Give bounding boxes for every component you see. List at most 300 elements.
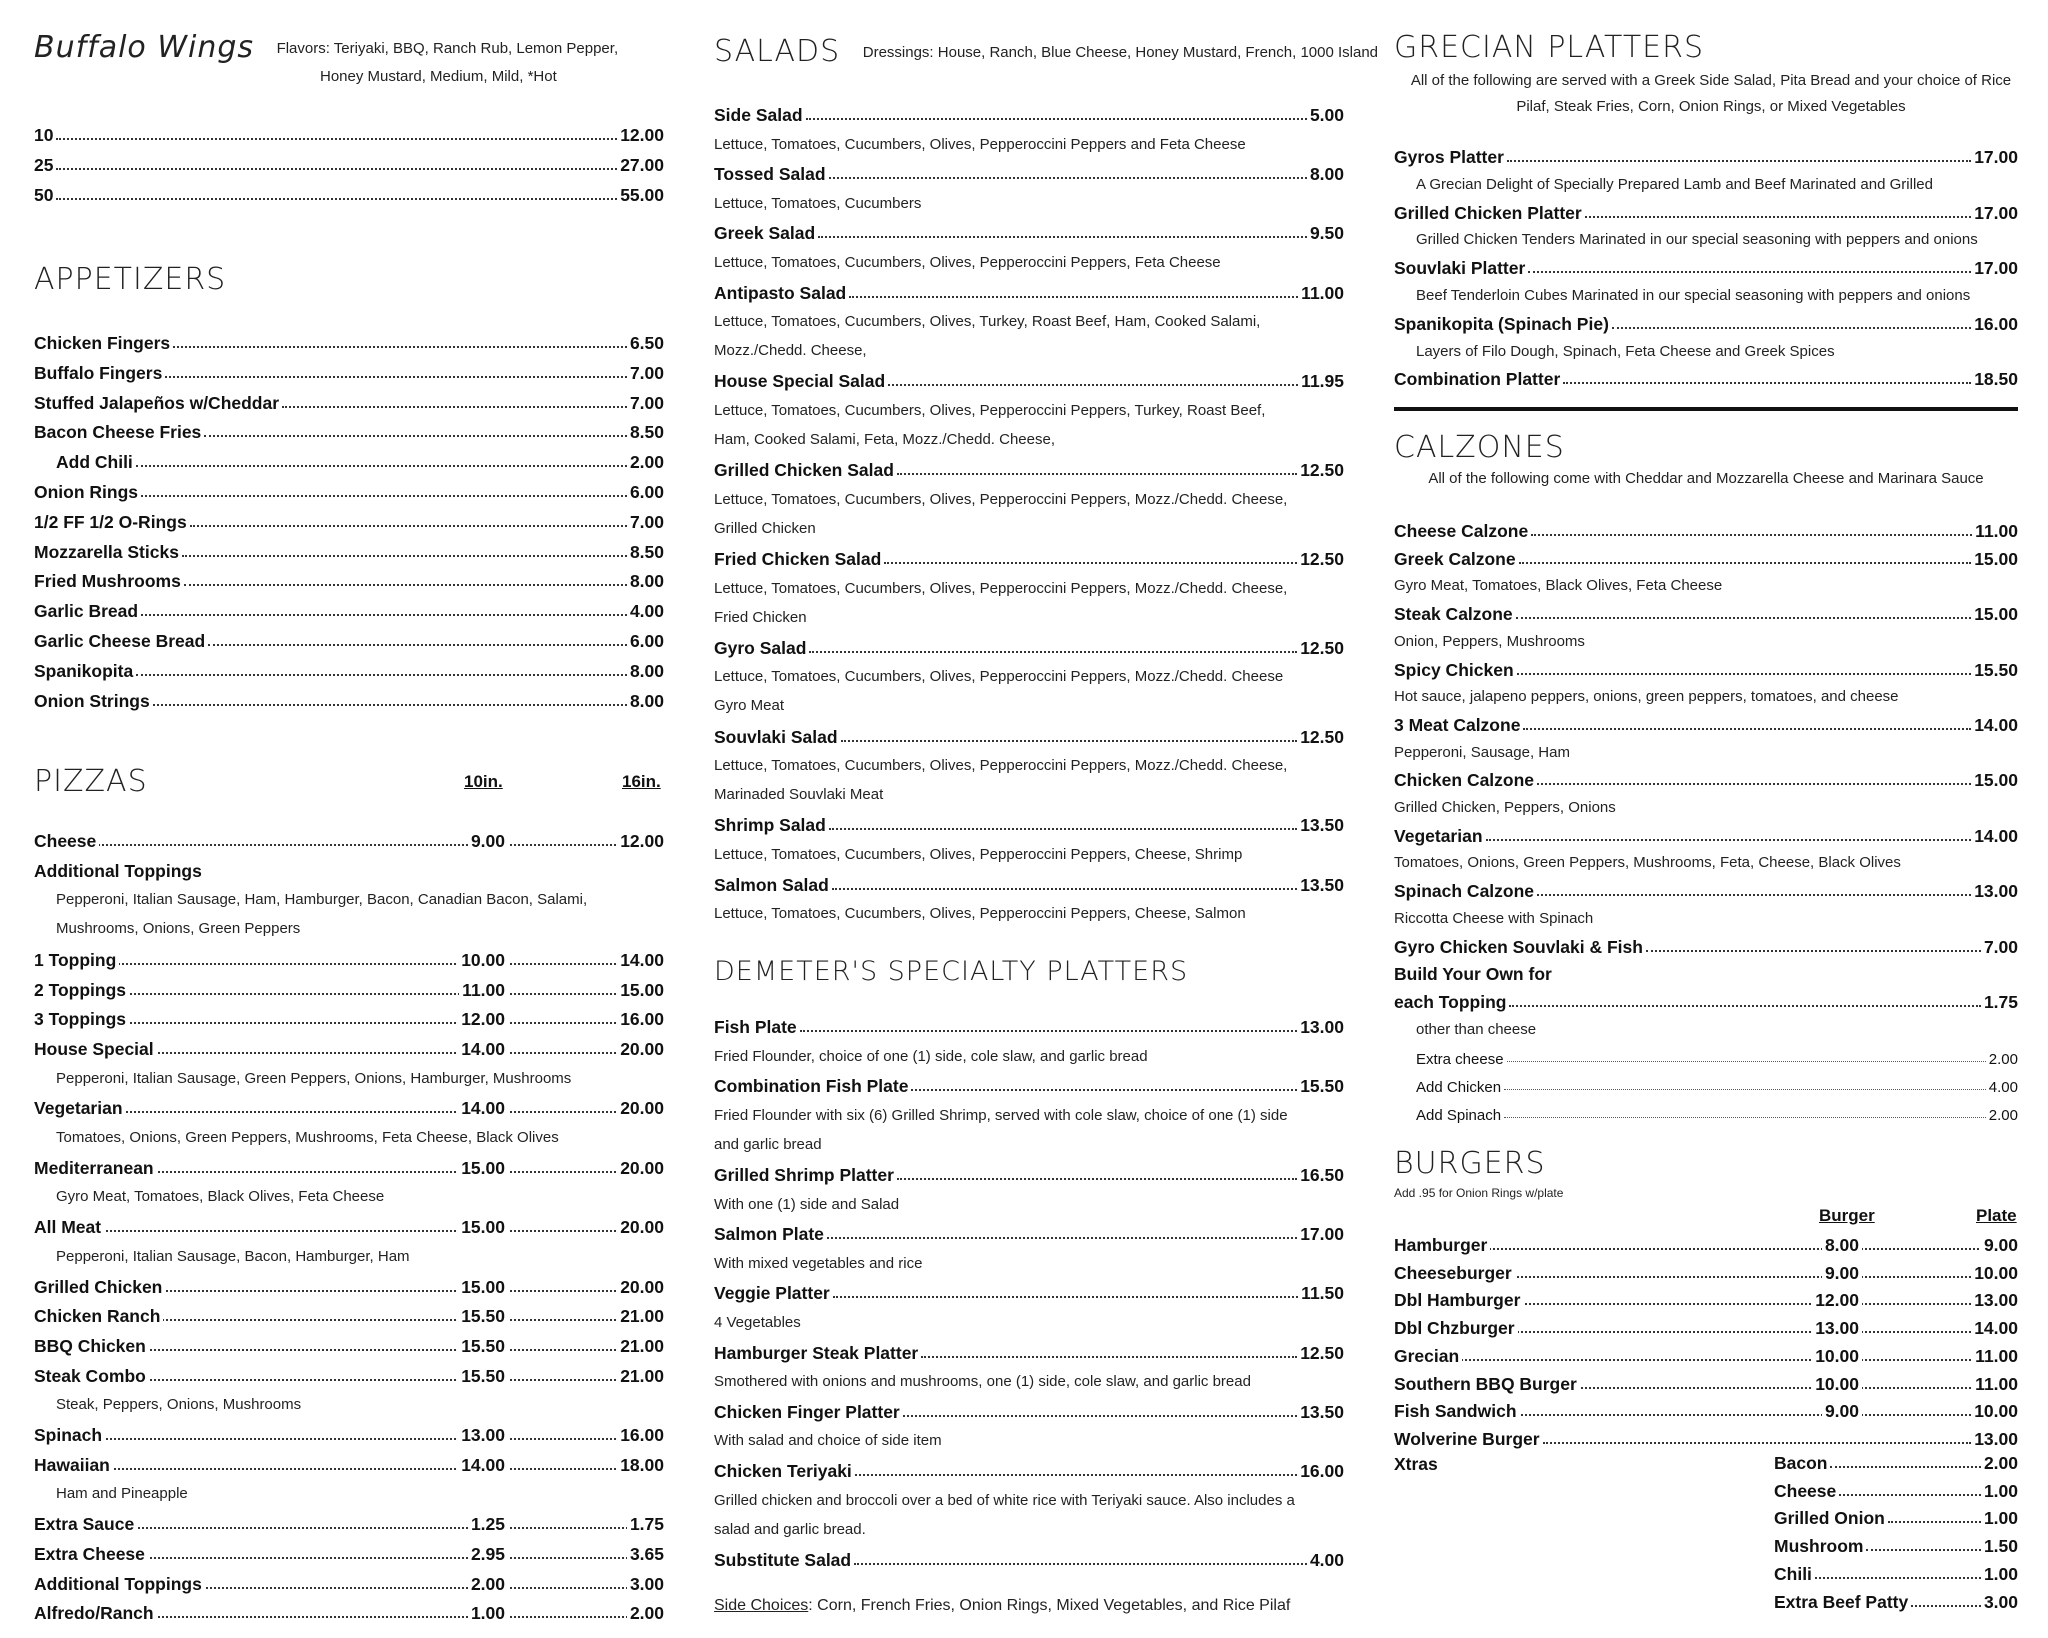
dot-leader bbox=[153, 704, 627, 706]
item-price: 4.00 bbox=[629, 601, 664, 622]
item-price-large: 20.00 bbox=[617, 1158, 664, 1179]
item-price-large: 11.00 bbox=[1972, 1346, 2018, 1367]
item-name: Chili bbox=[1774, 1563, 1812, 1584]
column-right bbox=[1394, 0, 2018, 1638]
item-name: Grilled Shrimp Platter bbox=[714, 1165, 894, 1185]
menu-item-row bbox=[1394, 309, 2018, 335]
item-price-small: 10.00 bbox=[458, 950, 508, 971]
item-description: Steak, Peppers, Onions, Mushrooms bbox=[56, 1396, 302, 1414]
item-name: each Topping bbox=[1394, 991, 1507, 1012]
dot-leader bbox=[809, 651, 1297, 653]
dot-leader bbox=[1888, 1521, 1981, 1523]
dot-leader bbox=[829, 828, 1297, 830]
item-description: Lettuce, Tomatoes, Cucumbers, Olives, Pepperoccini Peppers, Turkey, Roast Beef, Ham, Cooked Salami, Feta, Mozz./Chedd. Cheese, bbox=[714, 402, 1266, 448]
item-name: Cheese bbox=[34, 831, 99, 852]
menu-item-row bbox=[34, 1539, 664, 1565]
item-name: Tossed Salad bbox=[714, 164, 826, 185]
item-price-small: 15.00 bbox=[458, 1277, 508, 1298]
item-price: 17.00 bbox=[1974, 258, 2018, 279]
item-name: 3 Toppings bbox=[34, 1009, 129, 1030]
item-price: 8.00 bbox=[629, 660, 664, 681]
item-price-large: 21.00 bbox=[617, 1336, 664, 1357]
item-price: 15.50 bbox=[1300, 1076, 1344, 1097]
menu-item-row bbox=[1774, 1531, 2018, 1557]
menu-item-row bbox=[1394, 198, 2018, 224]
salad-dressings: Dressings: House, Ranch, Blue Cheese, Honey Mustard, French, 1000 Island bbox=[862, 44, 1379, 61]
menu-item-row bbox=[34, 388, 664, 414]
item-name: Grilled Onion bbox=[1774, 1508, 1885, 1529]
item-name: Steak Combo bbox=[34, 1366, 149, 1387]
item-description: Fried Flounder with six (6) Grilled Shrimp, served with cole slaw, choice of one (1) side and garlic bread bbox=[714, 1106, 1288, 1153]
menu-item-row bbox=[1394, 765, 2018, 791]
item-price: 17.00 bbox=[1974, 147, 2018, 167]
grecian-intro: All of the following are served with a Greek Side Salad, Pita Bread and your choice of Rice Pilaf, Steak Fries, Corn, Onion Rings, or Mixed Vegetables bbox=[1410, 72, 2012, 115]
item-price: 13.00 bbox=[1974, 1428, 2018, 1449]
dot-leader bbox=[1528, 271, 1971, 273]
dot-leader bbox=[173, 346, 627, 348]
item-name: Cheese Calzone bbox=[1394, 521, 1529, 541]
menu-item-row bbox=[714, 870, 1344, 896]
menu-item-row bbox=[34, 826, 664, 852]
item-name: Buffalo Fingers bbox=[34, 362, 163, 383]
item-name: Veggie Platter bbox=[714, 1283, 830, 1304]
dot-leader bbox=[1507, 160, 1971, 162]
menu-item-row bbox=[1394, 1369, 2018, 1395]
item-price: 1.00 bbox=[1983, 1508, 2018, 1529]
item-name: Gyros Platter bbox=[1394, 147, 1504, 167]
menu-item-row bbox=[714, 810, 1344, 836]
dot-leader bbox=[1612, 327, 1971, 329]
item-price: 12.00 bbox=[620, 125, 664, 145]
menu-item-row bbox=[1774, 1476, 2018, 1502]
item-name: Add Chicken bbox=[1416, 1079, 1502, 1096]
menu-item-row bbox=[1394, 142, 2018, 168]
menu-item-row bbox=[1394, 1285, 2018, 1311]
item-name: Combination Fish Plate bbox=[714, 1076, 909, 1097]
menu-item-row bbox=[1394, 710, 2018, 736]
dot-leader bbox=[1543, 1442, 1972, 1444]
item-price: 2.00 bbox=[1983, 1453, 2018, 1473]
item-price: 16.50 bbox=[1300, 1165, 1344, 1185]
item-price: 6.50 bbox=[629, 333, 664, 353]
item-name: Extra Beef Patty bbox=[1774, 1591, 1909, 1612]
item-price-small: 8.00 bbox=[1822, 1235, 1862, 1256]
item-price: 15.00 bbox=[1974, 770, 2018, 791]
dot-leader bbox=[190, 525, 627, 527]
item-description: Lettuce, Tomatoes, Cucumbers bbox=[714, 194, 922, 212]
item-description: 4 Vegetables bbox=[714, 1314, 801, 1331]
xtras-label: Xtras bbox=[1394, 1454, 1438, 1474]
item-description: Lettuce, Tomatoes, Cucumbers, Olives, Pepperoccini Peppers, Cheese, Shrimp bbox=[714, 846, 1243, 863]
menu-item-row bbox=[714, 1219, 1344, 1245]
item-description: Lettuce, Tomatoes, Cucumbers, Olives, Pepperoccini Peppers, Mozz./Chedd. Cheese, Grilled Chicken bbox=[714, 490, 1288, 537]
salads-heading bbox=[714, 34, 1378, 69]
wing-flavors-line1: Flavors: Teriyaki, BBQ, Ranch Rub, Lemon Pepper, bbox=[276, 40, 619, 57]
item-price-large: 16.00 bbox=[617, 1009, 664, 1030]
item-price: 13.50 bbox=[1300, 874, 1344, 895]
item-price: 7.00 bbox=[629, 362, 664, 383]
item-price: 12.50 bbox=[1300, 637, 1344, 658]
item-price: 16.00 bbox=[1300, 1461, 1344, 1481]
dot-leader bbox=[165, 376, 627, 378]
menu-item-row bbox=[1394, 364, 2018, 390]
dot-leader bbox=[921, 1356, 1297, 1358]
menu-item-row bbox=[1394, 655, 2018, 681]
item-description: Smothered with onions and mushrooms, one (1) side, cole slaw, and garlic bread bbox=[714, 1373, 1251, 1391]
item-price: 16.00 bbox=[1974, 313, 2018, 334]
dot-leader bbox=[827, 1237, 1297, 1239]
menu-item-row bbox=[714, 1160, 1344, 1186]
item-price-small: 15.50 bbox=[458, 1366, 508, 1387]
item-price: 7.00 bbox=[629, 511, 664, 532]
dot-leader bbox=[903, 1415, 1297, 1417]
dot-leader bbox=[1517, 673, 1972, 675]
menu-item-row bbox=[1394, 932, 2018, 958]
menu-item-row bbox=[714, 1071, 1344, 1097]
dot-leader bbox=[282, 406, 627, 408]
item-price-small: 13.00 bbox=[458, 1425, 508, 1446]
item-description: Hot sauce, jalapeno peppers, onions, green peppers, tomatoes, and cheese bbox=[1394, 688, 1899, 706]
item-name: Gyro Chicken Souvlaki & Fish bbox=[1394, 936, 1643, 957]
menu-item-row bbox=[714, 1278, 1344, 1304]
item-name: Side Salad bbox=[714, 105, 803, 125]
item-price: 6.00 bbox=[629, 631, 664, 651]
item-price-large: 11.00 bbox=[1972, 1374, 2018, 1395]
item-name: Southern BBQ Burger bbox=[1394, 1374, 1580, 1395]
dot-leader bbox=[841, 740, 1298, 742]
menu-item-row bbox=[714, 1456, 1344, 1482]
dot-leader bbox=[849, 296, 1298, 298]
item-price-large: 15.00 bbox=[617, 980, 664, 1001]
item-description: Grilled Chicken, Peppers, Onions bbox=[1394, 799, 1616, 816]
dot-leader bbox=[1866, 1549, 1980, 1551]
menu-item-row bbox=[1394, 544, 2018, 570]
item-description: Tomatoes, Onions, Green Peppers, Mushrooms, Feta, Cheese, Black Olives bbox=[1394, 854, 1901, 872]
dot-leader bbox=[1830, 1466, 1980, 1468]
item-description: Layers of Filo Dough, Spinach, Feta Cheese and Greek Spices bbox=[1416, 342, 1835, 360]
item-description: Pepperoni, Italian Sausage, Bacon, Hamburger, Ham bbox=[56, 1247, 410, 1265]
menu-item-row bbox=[34, 1569, 664, 1595]
item-name: Spinach bbox=[34, 1425, 105, 1446]
item-name: House Special Salad bbox=[714, 371, 886, 392]
item-price: 11.50 bbox=[1301, 1283, 1344, 1304]
item-name: Greek Calzone bbox=[1394, 548, 1516, 569]
item-name: Hawaiian bbox=[34, 1455, 113, 1476]
item-price-large: 3.00 bbox=[627, 1574, 664, 1595]
item-description: Gyro Meat, Tomatoes, Black Olives, Feta Cheese bbox=[1394, 577, 1723, 595]
item-price: 13.00 bbox=[1300, 1017, 1344, 1037]
item-name: Chicken Calzone bbox=[1394, 770, 1535, 791]
item-name: Spinach Calzone bbox=[1394, 881, 1535, 902]
dot-leader bbox=[1585, 216, 1972, 218]
item-price-large: 12.00 bbox=[617, 831, 664, 852]
item-name: Add Spinach bbox=[1416, 1106, 1502, 1124]
dot-leader bbox=[34, 844, 664, 846]
dot-leader bbox=[1537, 894, 1971, 896]
item-price: 9.50 bbox=[1309, 223, 1344, 244]
item-name: Additional Toppings bbox=[34, 1574, 205, 1595]
item-price-large: 10.00 bbox=[1971, 1401, 2018, 1422]
item-name: BBQ Chicken bbox=[34, 1336, 149, 1357]
item-price: 2.00 bbox=[1988, 1051, 2018, 1069]
menu-item-row bbox=[1394, 599, 2018, 625]
item-name: Vegetarian bbox=[1394, 825, 1483, 846]
dot-leader bbox=[1519, 562, 1972, 564]
column-middle bbox=[714, 0, 1379, 1638]
menu-item-row bbox=[34, 1331, 664, 1357]
menu-item-row bbox=[34, 120, 664, 146]
item-price: 12.50 bbox=[1300, 460, 1344, 481]
item-price: 4.00 bbox=[1309, 1549, 1344, 1570]
menu-item-row bbox=[1394, 1424, 2018, 1450]
menu-item-row bbox=[34, 1509, 664, 1535]
item-name: Greek Salad bbox=[714, 223, 816, 244]
dot-leader bbox=[1815, 1577, 1981, 1579]
dot-leader bbox=[34, 1438, 664, 1440]
item-description: A Grecian Delight of Specially Prepared Lamb and Beef Marinated and Grilled bbox=[1416, 175, 1933, 193]
item-price: 13.50 bbox=[1300, 1401, 1344, 1422]
item-name: Fish Sandwich bbox=[1394, 1401, 1520, 1422]
item-price-small: 1.00 bbox=[468, 1603, 508, 1624]
item-price-small: 1.25 bbox=[468, 1514, 508, 1535]
item-name: Gyro Salad bbox=[714, 637, 807, 658]
dot-leader bbox=[34, 1230, 664, 1232]
plate-col-header: Plate bbox=[1976, 1206, 2017, 1225]
item-price-large: 20.00 bbox=[617, 1217, 664, 1238]
menu-item-row bbox=[34, 975, 664, 1001]
menu-item-row bbox=[34, 626, 664, 652]
item-name: Hamburger bbox=[1394, 1235, 1490, 1256]
menu-item-row bbox=[1394, 1098, 2018, 1124]
dot-leader bbox=[182, 555, 627, 557]
menu-item-row bbox=[34, 477, 664, 503]
item-name: Combination Platter bbox=[1394, 369, 1561, 390]
menu-item-row bbox=[34, 1212, 664, 1238]
menu-item-row bbox=[714, 455, 1344, 481]
dot-leader bbox=[208, 644, 627, 646]
menu-item-row bbox=[34, 180, 664, 206]
item-price: 8.50 bbox=[629, 541, 664, 562]
item-description: Gyro Meat, Tomatoes, Black Olives, Feta Cheese bbox=[56, 1188, 385, 1206]
item-price-small: 12.00 bbox=[458, 1009, 508, 1030]
item-description: With one (1) side and Salad bbox=[714, 1195, 900, 1213]
item-price: 12.50 bbox=[1300, 549, 1344, 569]
dot-leader bbox=[34, 1111, 664, 1113]
item-price: 1.00 bbox=[1983, 1480, 2018, 1501]
dot-leader bbox=[888, 384, 1298, 386]
item-name: 3 Meat Calzone bbox=[1394, 714, 1521, 735]
item-description: Lettuce, Tomatoes, Cucumbers, Olives, Pepperoccini Peppers and Feta Cheese bbox=[714, 135, 1246, 153]
item-name: Add Chili bbox=[56, 452, 133, 473]
item-description: other than cheese bbox=[1416, 1020, 1537, 1038]
item-price: 15.00 bbox=[1974, 548, 2018, 569]
item-name: Garlic Cheese Bread bbox=[34, 631, 206, 651]
menu-item-row bbox=[34, 656, 664, 682]
item-price: 6.00 bbox=[629, 482, 664, 502]
item-name: Chicken Finger Platter bbox=[714, 1401, 900, 1422]
menu-item-row bbox=[34, 1093, 664, 1119]
item-name: Alfredo/Ranch bbox=[34, 1603, 157, 1624]
menu-item-row bbox=[714, 159, 1344, 185]
item-description: With mixed vegetables and rice bbox=[714, 1254, 923, 1272]
grecian-platters-title: GRECIAN PLATTERS bbox=[1394, 30, 1704, 65]
item-price: 4.00 bbox=[1988, 1079, 2018, 1096]
item-description: Pepperoni, Italian Sausage, Green Peppers, Onions, Hamburger, Mushrooms bbox=[56, 1069, 572, 1087]
dot-leader bbox=[1523, 728, 1971, 730]
dot-leader bbox=[911, 1089, 1297, 1091]
item-name: Grecian bbox=[1394, 1346, 1462, 1367]
item-description: Lettuce, Tomatoes, Cucumbers, Olives, Pepperoccini Peppers, Cheese, Salmon bbox=[714, 905, 1246, 923]
item-name: Shrimp Salad bbox=[714, 815, 826, 836]
dot-leader bbox=[56, 138, 617, 140]
item-price-large: 18.00 bbox=[617, 1455, 664, 1476]
item-description: With salad and choice of side item bbox=[714, 1432, 942, 1450]
item-price-small: 14.00 bbox=[458, 1039, 508, 1060]
menu-item-row bbox=[1774, 1448, 2018, 1474]
specialty-platters-title: DEMETER'S SPECIALTY PLATTERS bbox=[714, 956, 1189, 987]
dot-leader bbox=[1504, 1117, 1986, 1118]
item-price-small: 15.00 bbox=[458, 1158, 508, 1179]
dot-leader bbox=[1504, 1089, 1986, 1090]
menu-item-row bbox=[1394, 876, 2018, 902]
menu-item-row bbox=[34, 1361, 664, 1387]
item-name: Chicken Ranch bbox=[34, 1306, 163, 1327]
item-price-small: 15.00 bbox=[458, 1217, 508, 1238]
build-your-own-label: Build Your Own for bbox=[1394, 964, 1552, 985]
item-description: Onion, Peppers, Mushrooms bbox=[1394, 632, 1585, 650]
dot-leader bbox=[833, 1296, 1298, 1298]
item-price-small: 10.00 bbox=[1812, 1346, 1862, 1367]
menu-item-row bbox=[714, 366, 1344, 392]
item-description: Grilled chicken and broccoli over a bed of white rice with Teriyaki sauce. Also includes a salad and garlic bread. bbox=[714, 1491, 1295, 1538]
item-price: 12.50 bbox=[1300, 1342, 1344, 1363]
item-name: Grilled Chicken Salad bbox=[714, 460, 894, 481]
menu-item-row bbox=[1394, 253, 2018, 279]
item-price-small: 15.50 bbox=[458, 1336, 508, 1357]
dot-leader bbox=[832, 888, 1297, 890]
item-name: Fried Mushrooms bbox=[34, 571, 181, 592]
item-price: 1.50 bbox=[1983, 1536, 2018, 1557]
item-price-large: 20.00 bbox=[617, 1098, 664, 1119]
dot-leader bbox=[184, 584, 627, 586]
menu-item-row bbox=[714, 722, 1344, 748]
pizza-size-small-header: 10in. bbox=[464, 772, 503, 791]
item-name: Cheeseburger bbox=[1394, 1263, 1515, 1284]
item-price: 11.95 bbox=[1301, 371, 1344, 392]
item-price-large: 13.00 bbox=[1971, 1290, 2018, 1311]
item-price: 8.00 bbox=[629, 690, 664, 711]
item-price: 7.00 bbox=[629, 392, 664, 413]
dot-leader bbox=[1394, 1359, 2018, 1361]
item-name: Salmon Plate bbox=[714, 1224, 824, 1245]
dot-leader bbox=[1531, 534, 1972, 536]
item-price-large: 9.00 bbox=[1981, 1235, 2018, 1256]
menu-item-row bbox=[714, 218, 1344, 244]
menu-item-row bbox=[34, 945, 664, 971]
menu-item-row bbox=[34, 1272, 664, 1298]
item-price: 17.00 bbox=[1974, 202, 2018, 223]
item-price: 3.00 bbox=[1983, 1591, 2018, 1612]
item-description: Lettuce, Tomatoes, Cucumbers, Olives, Pepperoccini Peppers, Mozz./Chedd. Cheese, Marinaded Souvlaki Meat bbox=[714, 757, 1288, 804]
menu-item-row bbox=[1394, 1042, 2018, 1068]
menu-item-row bbox=[714, 100, 1344, 126]
item-name: 25 bbox=[34, 155, 54, 175]
item-name: Spicy Chicken bbox=[1394, 659, 1514, 680]
pizza-size-large-header: 16in. bbox=[622, 772, 661, 791]
dot-leader bbox=[1486, 839, 1972, 841]
item-price-small: 14.00 bbox=[458, 1098, 508, 1119]
item-price-large: 1.75 bbox=[627, 1514, 664, 1535]
item-name: 2 Toppings bbox=[34, 980, 129, 1001]
dot-leader bbox=[818, 236, 1307, 238]
item-price: 18.50 bbox=[1974, 369, 2018, 390]
menu-item-row bbox=[1394, 516, 2018, 542]
side-choices bbox=[714, 1593, 1290, 1619]
item-name: Wolverine Burger bbox=[1394, 1428, 1540, 1449]
dot-leader bbox=[855, 1474, 1297, 1476]
item-name: Onion Strings bbox=[34, 690, 150, 711]
item-name: Extra Sauce bbox=[34, 1514, 137, 1535]
menu-item-row bbox=[34, 358, 664, 384]
item-name: All Meat bbox=[34, 1217, 104, 1238]
item-name: Salmon Salad bbox=[714, 874, 829, 895]
item-price-small: 9.00 bbox=[1822, 1401, 1862, 1422]
item-price: 15.00 bbox=[1974, 604, 2018, 625]
item-description: Riccotta Cheese with Spinach bbox=[1394, 909, 1594, 927]
dot-leader bbox=[854, 1563, 1307, 1565]
burgers-title: BURGERS bbox=[1394, 1146, 1546, 1181]
menu-item-row bbox=[714, 278, 1344, 304]
buffalo-wings-title: Buffalo Wings bbox=[34, 30, 255, 65]
item-price: 14.00 bbox=[1974, 714, 2018, 735]
item-price: 15.50 bbox=[1974, 659, 2018, 680]
dot-leader bbox=[806, 118, 1307, 120]
item-name: Stuffed Jalapeños w/Cheddar bbox=[34, 392, 280, 413]
item-price-small: 2.00 bbox=[468, 1574, 508, 1595]
item-price: 11.00 bbox=[1975, 521, 2018, 541]
item-name: Souvlaki Platter bbox=[1394, 258, 1526, 279]
dot-leader bbox=[141, 495, 627, 497]
dot-leader bbox=[34, 963, 664, 965]
item-price: 13.00 bbox=[1974, 881, 2018, 902]
item-price: 1.00 bbox=[1983, 1563, 2018, 1584]
item-name: Spanikopita bbox=[34, 660, 134, 681]
item-price: 8.00 bbox=[1309, 164, 1344, 185]
dot-leader bbox=[1646, 950, 1981, 952]
menu-item-row bbox=[34, 1004, 664, 1030]
item-price-large: 2.00 bbox=[627, 1603, 664, 1624]
item-price-small: 11.00 bbox=[459, 980, 508, 1001]
menu-item-row bbox=[1774, 1559, 2018, 1585]
pizzas-title: PIZZAS bbox=[34, 764, 148, 799]
menu-item-row bbox=[1394, 1396, 2018, 1422]
item-name: Mozzarella Sticks bbox=[34, 541, 179, 562]
item-price: 5.00 bbox=[1309, 105, 1344, 125]
item-name: Spanikopita (Spinach Pie) bbox=[1394, 313, 1609, 334]
item-name: 50 bbox=[34, 185, 54, 205]
item-name: Souvlaki Salad bbox=[714, 726, 838, 747]
item-description: Lettuce, Tomatoes, Cucumbers, Olives, Pepperoccini Peppers, Feta Cheese bbox=[714, 254, 1221, 271]
menu-item-row bbox=[34, 686, 664, 712]
item-price-large: 21.00 bbox=[617, 1366, 664, 1387]
menu-item-row bbox=[1394, 1313, 2018, 1339]
dot-leader bbox=[1509, 1005, 1980, 1007]
item-name: Dbl Hamburger bbox=[1394, 1290, 1523, 1311]
item-name: Extra cheese bbox=[1416, 1051, 1504, 1069]
dot-leader bbox=[800, 1030, 1298, 1032]
menu-item-row bbox=[34, 417, 664, 443]
item-price-large: 20.00 bbox=[617, 1277, 664, 1298]
